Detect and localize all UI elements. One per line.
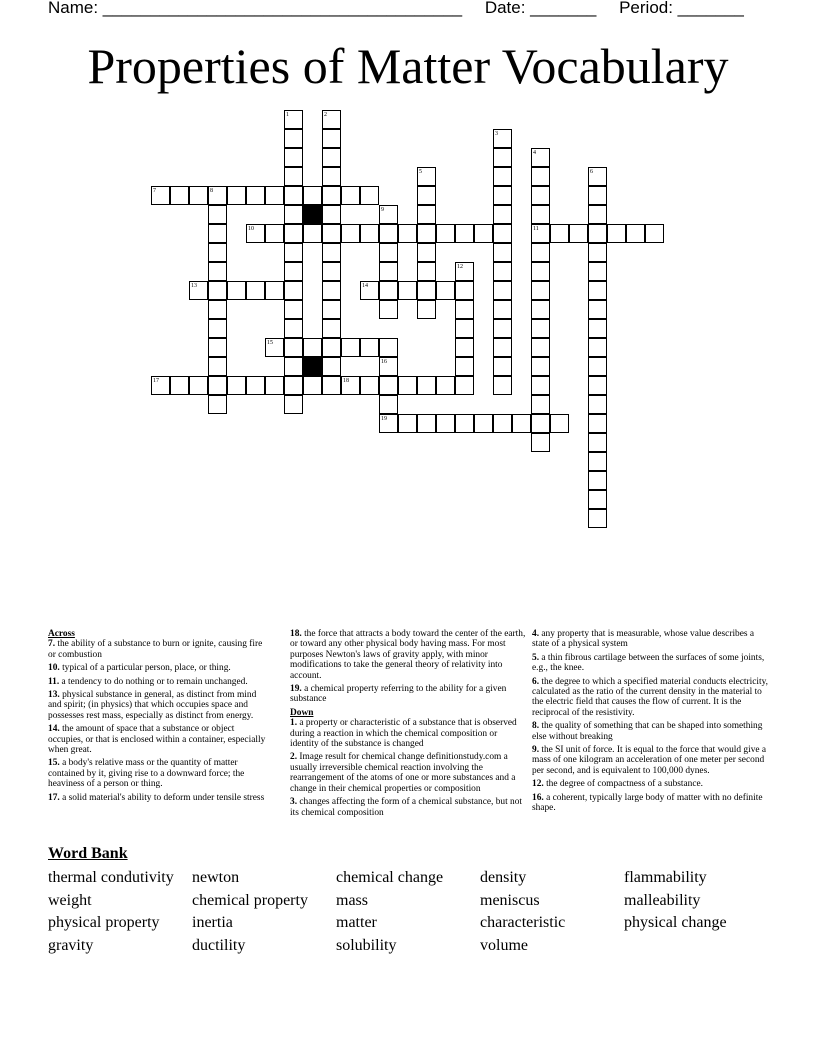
crossword-cell[interactable] <box>322 129 341 148</box>
crossword-cell[interactable] <box>322 338 341 357</box>
crossword-cell[interactable] <box>265 281 284 300</box>
word-bank-item: density <box>480 869 527 886</box>
crossword-cell[interactable] <box>493 281 512 300</box>
crossword-cell[interactable] <box>379 376 398 395</box>
clue-item: 10. typical of a particular person, place, or thing. <box>48 663 231 674</box>
crossword-cell[interactable] <box>588 338 607 357</box>
crossword-cell[interactable] <box>208 205 227 224</box>
crossword-cell[interactable] <box>379 224 398 243</box>
crossword-cell[interactable] <box>474 414 493 433</box>
word-bank-item: chemical property <box>192 891 308 909</box>
crossword-cell[interactable] <box>265 224 284 243</box>
crossword-cell[interactable] <box>417 186 436 205</box>
crossword-cell[interactable] <box>417 281 436 300</box>
crossword-cell[interactable] <box>569 224 588 243</box>
crossword-cell[interactable] <box>208 262 227 281</box>
crossword-cell[interactable] <box>493 148 512 167</box>
crossword-cell[interactable] <box>322 110 341 129</box>
crossword-cell[interactable] <box>379 243 398 262</box>
crossword-cell[interactable] <box>322 376 341 395</box>
name-field[interactable]: Name: ______________________________________ <box>48 0 463 17</box>
word-bank-item: volume <box>480 936 528 954</box>
crossword-cell[interactable] <box>379 281 398 300</box>
crossword-cell[interactable] <box>455 414 474 433</box>
crossword-cell[interactable] <box>379 357 398 376</box>
black-square <box>303 357 322 376</box>
crossword-cell[interactable] <box>531 281 550 300</box>
crossword-cell[interactable] <box>360 186 379 205</box>
crossword-cell[interactable] <box>493 414 512 433</box>
crossword-cell[interactable] <box>284 186 303 205</box>
crossword-cell[interactable] <box>626 224 645 243</box>
clue-item: 2. Image result for chemical change definitionstudy.com a usually irreversible chemical reaction involving the rearrangement of the atoms of one or more substances and a change in their chemical properties or composition <box>290 752 516 794</box>
word-bank-item: inertia <box>192 914 233 931</box>
clue-item: 17. a solid material's ability to deform under tensile stress <box>48 792 265 803</box>
crossword-cell[interactable] <box>493 243 512 262</box>
crossword-cell[interactable] <box>208 300 227 319</box>
word-bank-item: malleability <box>624 891 701 909</box>
crossword-cell[interactable] <box>303 376 322 395</box>
crossword-cell[interactable] <box>379 414 398 433</box>
crossword-cell[interactable] <box>341 224 360 243</box>
crossword-cell[interactable] <box>208 186 227 205</box>
crossword-cell[interactable] <box>189 281 208 300</box>
crossword-cell[interactable] <box>588 319 607 338</box>
clue-number: 18 <box>343 378 349 384</box>
crossword-cell[interactable] <box>360 281 379 300</box>
word-bank-item: weight <box>48 891 92 909</box>
crossword-cell[interactable] <box>322 300 341 319</box>
crossword-cell[interactable] <box>208 338 227 357</box>
crossword-cell[interactable] <box>493 186 512 205</box>
clue-item: 15. a body's relative mass or the quantity of matter contained by it, giving rise to a downward force; the heaviness of a person or thing. <box>48 758 245 790</box>
clue-item: 8. the quality of something that can be shaped into something else without breaking <box>532 721 763 742</box>
crossword-cell[interactable] <box>398 281 417 300</box>
crossword-cell[interactable] <box>531 357 550 376</box>
clue-number: 13 <box>191 283 197 289</box>
word-bank-item: solubility <box>336 936 397 954</box>
crossword-cell[interactable] <box>455 338 474 357</box>
crossword-cell[interactable] <box>645 224 664 243</box>
crossword-cell[interactable] <box>417 205 436 224</box>
clue-item: 9. the SI unit of force. It is equal to the force that would give a mass of one kilogram an acceleration of one meter per second per second, and is equivalent to 100,000 dynes. <box>532 745 767 776</box>
crossword-cell[interactable] <box>208 395 227 414</box>
crossword-cell[interactable] <box>379 262 398 281</box>
clues-column-2 <box>290 629 526 821</box>
crossword-cell[interactable] <box>246 186 265 205</box>
crossword-cell[interactable] <box>360 338 379 357</box>
crossword-cell[interactable] <box>588 243 607 262</box>
crossword-cell[interactable] <box>379 205 398 224</box>
crossword-cell[interactable] <box>284 205 303 224</box>
crossword-cell[interactable] <box>417 376 436 395</box>
crossword-cell[interactable] <box>493 300 512 319</box>
crossword-cell[interactable] <box>208 319 227 338</box>
clue-number: 19 <box>381 416 387 422</box>
crossword-cell[interactable] <box>588 357 607 376</box>
word-bank-item: gravity <box>48 936 94 954</box>
crossword-cell[interactable] <box>455 281 474 300</box>
crossword-cell[interactable] <box>284 395 303 414</box>
clue-number: 9 <box>381 207 384 213</box>
crossword-cell[interactable] <box>360 376 379 395</box>
crossword-cell[interactable] <box>398 414 417 433</box>
clue-number: 8 <box>210 188 213 194</box>
crossword-cell[interactable] <box>531 376 550 395</box>
crossword-cell[interactable] <box>531 224 550 243</box>
crossword-cell[interactable] <box>588 300 607 319</box>
clues-column-3 <box>532 629 768 817</box>
crossword-cell[interactable] <box>531 243 550 262</box>
crossword-cell[interactable] <box>151 186 170 205</box>
word-bank-item: ductility <box>192 936 246 954</box>
crossword-cell[interactable] <box>322 205 341 224</box>
crossword-cell[interactable] <box>303 224 322 243</box>
crossword-cell[interactable] <box>341 186 360 205</box>
crossword-cell[interactable] <box>417 300 436 319</box>
crossword-cell[interactable] <box>208 243 227 262</box>
crossword-cell[interactable] <box>265 338 284 357</box>
crossword-cell[interactable] <box>493 338 512 357</box>
clue-item: 4. any property that is measurable, whose value describes a state of a physical system <box>532 629 755 650</box>
clue-number: 7 <box>153 188 156 194</box>
crossword-cell[interactable] <box>284 262 303 281</box>
crossword-cell[interactable] <box>284 281 303 300</box>
crossword-cell[interactable] <box>531 148 550 167</box>
word-bank-item: physical change <box>624 914 727 931</box>
crossword-cell[interactable] <box>417 262 436 281</box>
clue-number: 6 <box>590 169 593 175</box>
crossword-cell[interactable] <box>284 376 303 395</box>
crossword-cell[interactable] <box>284 129 303 148</box>
clue-number: 14 <box>362 283 368 289</box>
crossword-cell[interactable] <box>246 224 265 243</box>
crossword-cell[interactable] <box>246 281 265 300</box>
crossword-cell[interactable] <box>189 186 208 205</box>
crossword-cell[interactable] <box>284 243 303 262</box>
crossword-cell[interactable] <box>265 376 284 395</box>
clue-item: 13. physical substance in general, as distinct from mind and spirit; (in physics) that which occupies space and possesses rest mass, especially as distinct from energy. <box>48 690 257 721</box>
clue-item: 14. the amount of space that a substance or object occupies, or that is enclosed within a container, especially when great. <box>48 724 266 756</box>
crossword-cell[interactable] <box>531 319 550 338</box>
crossword-cell[interactable] <box>493 319 512 338</box>
clue-item: 18. the force that attracts a body toward the center of the earth, or toward any other physical body having mass. For most purposes Newton's laws of gravity apply, with minor modifications to take the general theory of relativity into account. <box>290 629 526 681</box>
crossword-cell[interactable] <box>455 224 474 243</box>
word-bank-item: characteristic <box>480 914 566 931</box>
crossword-cell[interactable] <box>284 357 303 376</box>
clue-number: 15 <box>267 340 273 346</box>
crossword-cell[interactable] <box>246 376 265 395</box>
crossword-cell[interactable] <box>322 243 341 262</box>
crossword-cell[interactable] <box>531 338 550 357</box>
crossword-cell[interactable] <box>322 319 341 338</box>
crossword-cell[interactable] <box>531 433 550 452</box>
word-bank-item: matter <box>336 914 377 931</box>
crossword-cell[interactable] <box>341 338 360 357</box>
crossword-cell[interactable] <box>588 452 607 471</box>
clue-number: 1 <box>286 112 289 118</box>
crossword-cell[interactable] <box>322 167 341 186</box>
clue-item: 11. a tendency to do nothing or to remain unchanged. <box>48 676 248 687</box>
crossword-cell[interactable] <box>436 414 455 433</box>
word-bank-item: flammability <box>624 869 707 886</box>
crossword-cell[interactable] <box>284 319 303 338</box>
crossword-cell[interactable] <box>531 395 550 414</box>
crossword-cell[interactable] <box>588 433 607 452</box>
clue-number: 3 <box>495 131 498 137</box>
down-heading: Down <box>290 707 314 718</box>
word-bank-item: newton <box>192 869 240 886</box>
crossword-cell[interactable] <box>398 376 417 395</box>
word-bank-title: Word Bank <box>48 845 128 862</box>
crossword-cell[interactable] <box>341 376 360 395</box>
clue-item: 6. the degree to which a specified material conducts electricity, calculated as the ratio of the current density in the material to the electric field that causes the flow of current. It is the reciprocal of the resistivity. <box>532 676 769 718</box>
word-bank-item: chemical change <box>336 869 444 886</box>
clue-number: 11 <box>533 226 539 232</box>
crossword-cell[interactable] <box>417 224 436 243</box>
word-bank-item: meniscus <box>480 891 540 909</box>
student-info-header <box>48 0 744 18</box>
crossword-cell[interactable] <box>493 167 512 186</box>
crossword-cell[interactable] <box>550 224 569 243</box>
crossword-cell[interactable] <box>398 224 417 243</box>
crossword-cell[interactable] <box>170 376 189 395</box>
crossword-cell[interactable] <box>284 167 303 186</box>
clue-item: 5. a thin fibrous cartilage between the surfaces of some joints, e.g., the knee. <box>532 652 765 674</box>
crossword-cell[interactable] <box>493 205 512 224</box>
crossword-cell[interactable] <box>303 186 322 205</box>
word-bank <box>48 867 768 957</box>
crossword-cell[interactable] <box>417 167 436 186</box>
clue-item: 1. a property or characteristic of a substance that is observed during a reaction in which the chemical composition or identity of the substance is changed <box>290 718 517 750</box>
crossword-cell[interactable] <box>303 338 322 357</box>
crossword-cell[interactable] <box>588 490 607 509</box>
crossword-cell[interactable] <box>208 376 227 395</box>
crossword-cell[interactable] <box>531 205 550 224</box>
crossword-cell[interactable] <box>455 262 474 281</box>
crossword-cell[interactable] <box>322 281 341 300</box>
crossword-cell[interactable] <box>512 414 531 433</box>
crossword-cell[interactable] <box>189 376 208 395</box>
period-field[interactable]: Period: _______ <box>619 0 744 17</box>
crossword-cell[interactable] <box>588 167 607 186</box>
crossword-cell[interactable] <box>474 224 493 243</box>
clue-item: 7. the ability of a substance to burn or ignite, causing fire or combustion <box>48 639 263 660</box>
crossword-cell[interactable] <box>588 376 607 395</box>
crossword-cell[interactable] <box>531 414 550 433</box>
clue-number: 5 <box>419 169 422 175</box>
clue-number: 12 <box>457 264 463 270</box>
crossword-cell[interactable] <box>493 224 512 243</box>
crossword-cell[interactable] <box>531 186 550 205</box>
crossword-cell[interactable] <box>417 243 436 262</box>
crossword-cell[interactable] <box>322 186 341 205</box>
word-bank-item: mass <box>336 891 368 909</box>
crossword-cell[interactable] <box>436 224 455 243</box>
crossword-cell[interactable] <box>493 376 512 395</box>
crossword-cell[interactable] <box>208 224 227 243</box>
crossword-cell[interactable] <box>436 376 455 395</box>
crossword-cell[interactable] <box>322 262 341 281</box>
crossword-cell[interactable] <box>322 148 341 167</box>
page-title: Properties of Matter Vocabulary <box>87 38 729 94</box>
crossword-cell[interactable] <box>493 262 512 281</box>
crossword-cell[interactable] <box>284 224 303 243</box>
crossword-cell[interactable] <box>379 300 398 319</box>
clue-number: 4 <box>533 150 536 156</box>
black-square <box>303 205 322 224</box>
crossword-cell[interactable] <box>455 376 474 395</box>
crossword-cell[interactable] <box>493 357 512 376</box>
crossword-cell[interactable] <box>588 471 607 490</box>
crossword-cell[interactable] <box>227 281 246 300</box>
crossword-cell[interactable] <box>588 224 607 243</box>
crossword-cell[interactable] <box>493 129 512 148</box>
clues-column-1 <box>48 629 270 806</box>
crossword-cell[interactable] <box>284 338 303 357</box>
crossword-cell[interactable] <box>379 338 398 357</box>
clue-number: 10 <box>248 226 254 232</box>
crossword-cell[interactable] <box>360 224 379 243</box>
crossword-cell[interactable] <box>284 300 303 319</box>
crossword-cell[interactable] <box>588 281 607 300</box>
crossword-cell[interactable] <box>322 357 341 376</box>
clue-number: 16 <box>381 359 387 365</box>
crossword-cell[interactable] <box>588 509 607 528</box>
clue-item: 16. a coherent, typically large body of matter with no definite shape. <box>532 792 763 814</box>
crossword-cell[interactable] <box>455 300 474 319</box>
crossword-cell[interactable] <box>322 224 341 243</box>
clue-item: 19. a chemical property referring to the ability for a given substance <box>290 684 507 705</box>
clue-number: 2 <box>324 112 327 118</box>
crossword-cell[interactable] <box>284 110 303 129</box>
crossword-cell[interactable] <box>227 186 246 205</box>
crossword-cell[interactable] <box>417 414 436 433</box>
crossword-cell[interactable] <box>151 376 170 395</box>
crossword-cell[interactable] <box>588 262 607 281</box>
crossword-cell[interactable] <box>265 186 284 205</box>
clue-number: 17 <box>153 378 159 384</box>
crossword-cell[interactable] <box>550 414 569 433</box>
crossword-cell[interactable] <box>607 224 626 243</box>
crossword-cell[interactable] <box>455 357 474 376</box>
word-bank-item: thermal condutivity <box>48 869 174 886</box>
date-field[interactable]: Date: _______ <box>484 0 597 17</box>
crossword-cell[interactable] <box>284 148 303 167</box>
crossword-cell[interactable] <box>588 186 607 205</box>
crossword-cell[interactable] <box>588 395 607 414</box>
crossword-cell[interactable] <box>208 281 227 300</box>
crossword-cell[interactable] <box>588 205 607 224</box>
crossword-cell[interactable] <box>531 262 550 281</box>
crossword-cell[interactable] <box>531 300 550 319</box>
clue-item: 3. changes affecting the form of a chemical substance, but not its chemical composition <box>290 797 523 818</box>
clue-item: 12. the degree of compactness of a substance. <box>532 779 704 790</box>
crossword-cell[interactable] <box>379 395 398 414</box>
crossword-cell[interactable] <box>227 376 246 395</box>
crossword-cell[interactable] <box>531 167 550 186</box>
crossword-cell[interactable] <box>436 281 455 300</box>
across-heading: Across <box>48 629 75 639</box>
crossword-cell[interactable] <box>208 357 227 376</box>
crossword-cell[interactable] <box>588 414 607 433</box>
crossword-cell[interactable] <box>170 186 189 205</box>
crossword-cell[interactable] <box>455 319 474 338</box>
word-bank-item: physical property <box>48 914 160 931</box>
